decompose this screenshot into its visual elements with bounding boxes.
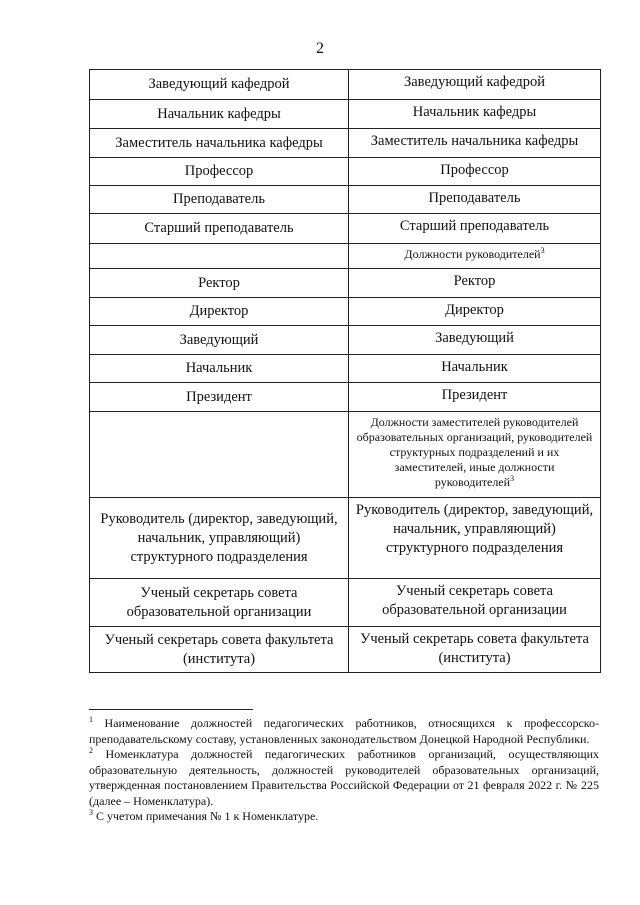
table-row [90, 269, 601, 298]
table-cell-left: Президент [90, 383, 349, 412]
table-row [90, 70, 601, 100]
positions-table [89, 69, 601, 673]
table-row [90, 412, 601, 498]
table-cell-right [349, 244, 601, 269]
table-row [90, 129, 601, 158]
table-row [90, 627, 601, 673]
footnote-text: С учетом примечания № 1 к Номенклатуре. [96, 809, 319, 823]
table-row [90, 579, 601, 627]
table-cell-left: Ученый секретарь совета образовательной организации [90, 579, 349, 627]
table-cell-left: Заведующий кафедрой [90, 70, 349, 100]
footnote-divider [89, 709, 253, 710]
table-row [90, 214, 601, 244]
table-cell-right: Заведующий [349, 326, 601, 355]
cell-text: Должности заместителей руководителей образовательных организаций, руководителей структурных подразделений и их заместителей, иные должности руководителей [356, 415, 593, 489]
footnote-ref: 3 [510, 474, 515, 483]
table-row [90, 383, 601, 412]
footnote [89, 809, 599, 825]
table-cell-right: Руководитель (директор, заведующий, начальник, управляющий) структурного подразделения [349, 498, 601, 579]
table-cell-right: Профессор [349, 158, 601, 186]
table-cell-left [90, 412, 349, 498]
table-cell-left: Заведующий [90, 326, 349, 355]
table-cell-left: Заместитель начальника кафедры [90, 129, 349, 158]
page-number: 2 [316, 40, 324, 57]
table-cell-right: Ученый секретарь совета факультета (института) [349, 627, 601, 673]
table-row [90, 326, 601, 355]
footnote-ref: 3 [540, 246, 545, 255]
table-cell-left: Профессор [90, 158, 349, 186]
footnote [89, 716, 599, 747]
footnote-marker: 2 [89, 746, 93, 755]
table-cell-right: Заведующий кафедрой [349, 70, 601, 100]
table-cell-right: Президент [349, 383, 601, 412]
footnotes [89, 716, 599, 825]
table-cell-right: Ректор [349, 269, 601, 298]
table-row [90, 158, 601, 186]
table-row [90, 355, 601, 383]
table-row [90, 298, 601, 326]
footnote [89, 747, 599, 809]
table-cell-right: Начальник кафедры [349, 100, 601, 129]
footnote-marker: 3 [89, 808, 93, 817]
table-cell-left [90, 244, 349, 269]
table-row [90, 244, 601, 269]
table-cell-left: Начальник [90, 355, 349, 383]
table-cell-left: Старший преподаватель [90, 214, 349, 244]
table-cell-right [349, 412, 601, 498]
table-cell-right: Начальник [349, 355, 601, 383]
table-row [90, 186, 601, 214]
footnote-text: Наименование должностей педагогических работников, относящихся к профессорско-преподавательскому составу, установленных законодательством Донецкой Народной Республики. [89, 716, 599, 746]
table-cell-left: Директор [90, 298, 349, 326]
table-cell-left: Начальник кафедры [90, 100, 349, 129]
footnote-marker: 1 [89, 715, 93, 724]
table-row [90, 498, 601, 579]
table-cell-left: Ректор [90, 269, 349, 298]
table-cell-right: Заместитель начальника кафедры [349, 129, 601, 158]
footnote-text: Номенклатура должностей педагогических работников организаций, осуществляющих образовательную деятельность, должностей руководителей образовательных организаций, утвержденная постановлением Правительства Российской Федерации от 21 февраля 2022 г. № 225 (далее – Номенклатура). [89, 747, 600, 808]
table-cell-left: Преподаватель [90, 186, 349, 214]
table-row [90, 100, 601, 129]
table-cell-right: Старший преподаватель [349, 214, 601, 244]
table-cell-right: Преподаватель [349, 186, 601, 214]
table-cell-right: Ученый секретарь совета образовательной организации [349, 579, 601, 627]
table-cell-left: Руководитель (директор, заведующий, начальник, управляющий) структурного подразделения [90, 498, 349, 579]
table-cell-right: Директор [349, 298, 601, 326]
cell-text: Должности руководителей [404, 247, 541, 261]
table-cell-left: Ученый секретарь совета факультета (института) [90, 627, 349, 673]
